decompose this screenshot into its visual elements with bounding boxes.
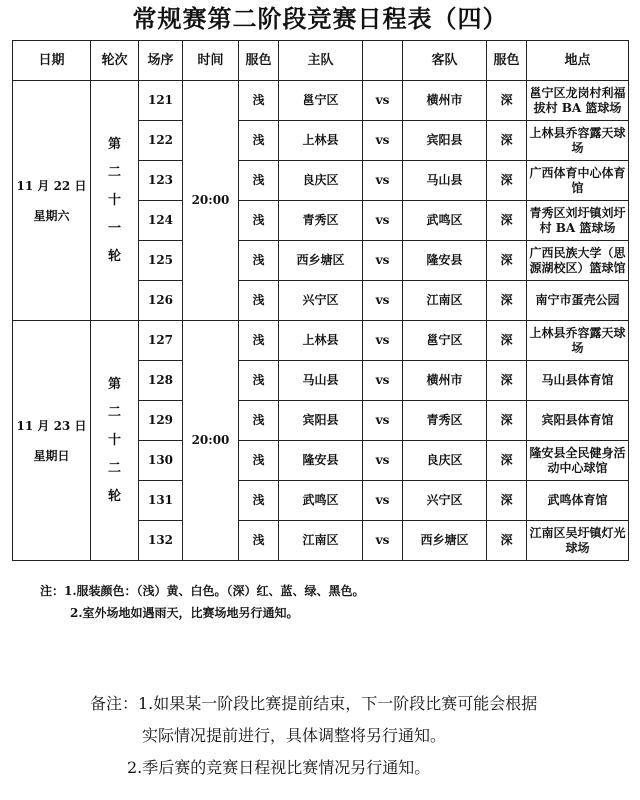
away-team: 邕宁区 <box>403 321 487 361</box>
away-team: 武鸣区 <box>403 201 487 241</box>
vs-label: vs <box>363 241 403 281</box>
venue: 南宁市蛋壳公园 <box>527 281 629 321</box>
date-text: 11 月 22 日 <box>16 178 87 193</box>
round-char: 第 <box>107 136 121 152</box>
home-color: 浅 <box>239 281 279 321</box>
remark-line-1: 备注：1.如果某一阶段比赛提前结束，下一阶段比赛可能会根据 <box>90 694 538 713</box>
away-color: 深 <box>487 361 527 401</box>
home-team: 武鸣区 <box>279 481 363 521</box>
vs-label: vs <box>363 281 403 321</box>
date-cell <box>13 81 91 321</box>
away-team: 横州市 <box>403 361 487 401</box>
time-cell: 20:00 <box>183 321 239 561</box>
away-team: 良庆区 <box>403 441 487 481</box>
match-no: 121 <box>139 81 183 121</box>
home-color: 浅 <box>239 81 279 121</box>
round-char: 轮 <box>107 248 121 264</box>
home-team: 青秀区 <box>279 201 363 241</box>
match-no: 126 <box>139 281 183 321</box>
header-home: 主队 <box>279 41 363 81</box>
table-row <box>13 321 629 361</box>
remark-line-2: 实际情况提前进行，具体调整将另行通知。 <box>142 726 447 745</box>
venue: 青秀区刘圩镇刘圩村 BA 篮球场 <box>527 201 629 241</box>
match-no: 130 <box>139 441 183 481</box>
home-color: 浅 <box>239 481 279 521</box>
header-away-color: 服色 <box>487 41 527 81</box>
home-team: 马山县 <box>279 361 363 401</box>
match-no: 129 <box>139 401 183 441</box>
away-team: 横州市 <box>403 81 487 121</box>
away-color: 深 <box>487 441 527 481</box>
round-char: 二 <box>107 164 121 180</box>
away-color: 深 <box>487 241 527 281</box>
venue: 宾阳县体育馆 <box>527 401 629 441</box>
home-team: 上林县 <box>279 321 363 361</box>
away-color: 深 <box>487 401 527 441</box>
vs-label: vs <box>363 161 403 201</box>
header-row <box>13 41 629 81</box>
page-title: 常规赛第二阶段竞赛日程表（四） <box>132 4 508 33</box>
home-color: 浅 <box>239 241 279 281</box>
vs-label: vs <box>363 121 403 161</box>
away-color: 深 <box>487 521 527 561</box>
away-team: 马山县 <box>403 161 487 201</box>
match-no: 125 <box>139 241 183 281</box>
venue: 广西民族大学（思源湖校区）篮球馆 <box>527 241 629 281</box>
home-color: 浅 <box>239 121 279 161</box>
venue: 广西体育中心体育馆 <box>527 161 629 201</box>
weekday-text: 星期六 <box>33 208 70 223</box>
match-no: 122 <box>139 121 183 161</box>
home-team: 兴宁区 <box>279 281 363 321</box>
match-no: 131 <box>139 481 183 521</box>
round-char: 十 <box>107 432 121 448</box>
away-color: 深 <box>487 81 527 121</box>
home-color: 浅 <box>239 361 279 401</box>
match-no: 123 <box>139 161 183 201</box>
round-char: 二 <box>107 404 121 420</box>
header-home-color: 服色 <box>239 41 279 81</box>
round-char: 轮 <box>107 488 121 504</box>
away-color: 深 <box>487 121 527 161</box>
venue: 江南区吴圩镇灯光球场 <box>527 521 629 561</box>
away-color: 深 <box>487 481 527 521</box>
away-color: 深 <box>487 281 527 321</box>
away-team: 宾阳县 <box>403 121 487 161</box>
header-date: 日期 <box>13 41 91 81</box>
away-color: 深 <box>487 321 527 361</box>
home-team: 宾阳县 <box>279 401 363 441</box>
round-cell <box>91 321 139 561</box>
notes <box>40 580 365 624</box>
round-char: 十 <box>107 192 121 208</box>
vs-label: vs <box>363 441 403 481</box>
header-vs <box>363 41 403 81</box>
match-no: 127 <box>139 321 183 361</box>
vs-label: vs <box>363 521 403 561</box>
date-text: 11 月 23 日 <box>16 418 87 433</box>
match-no: 124 <box>139 201 183 241</box>
round-char: 第 <box>107 376 121 392</box>
round-char: 一 <box>107 220 121 236</box>
vs-label: vs <box>363 481 403 521</box>
vs-label: vs <box>363 361 403 401</box>
venue: 马山县体育馆 <box>527 361 629 401</box>
home-team: 西乡塘区 <box>279 241 363 281</box>
weekday-text: 星期日 <box>33 448 70 463</box>
away-team: 江南区 <box>403 281 487 321</box>
away-team: 隆安县 <box>403 241 487 281</box>
venue: 上林县乔容露天球场 <box>527 121 629 161</box>
venue: 上林县乔容露天球场 <box>527 321 629 361</box>
home-color: 浅 <box>239 401 279 441</box>
home-team: 隆安县 <box>279 441 363 481</box>
header-round: 轮次 <box>91 41 139 81</box>
home-color: 浅 <box>239 441 279 481</box>
vs-label: vs <box>363 81 403 121</box>
away-team: 西乡塘区 <box>403 521 487 561</box>
away-color: 深 <box>487 201 527 241</box>
remark-line-3: 2.季后赛的竞赛日程视比赛情况另行通知。 <box>127 758 431 777</box>
venue: 隆安县全民健身活动中心球馆 <box>527 441 629 481</box>
match-no: 128 <box>139 361 183 401</box>
remarks <box>90 688 537 784</box>
header-venue: 地点 <box>527 41 629 81</box>
round-cell <box>91 81 139 321</box>
round-char: 二 <box>107 460 121 476</box>
date-cell <box>13 321 91 561</box>
home-color: 浅 <box>239 321 279 361</box>
header-away: 客队 <box>403 41 487 81</box>
home-color: 浅 <box>239 161 279 201</box>
home-team: 良庆区 <box>279 161 363 201</box>
match-no: 132 <box>139 521 183 561</box>
note-line-2: 2.室外场地如遇雨天，比赛场地另行通知。 <box>70 606 299 620</box>
home-color: 浅 <box>239 521 279 561</box>
header-match-no: 场序 <box>139 41 183 81</box>
away-team: 青秀区 <box>403 401 487 441</box>
vs-label: vs <box>363 321 403 361</box>
venue: 武鸣体育馆 <box>527 481 629 521</box>
time-cell: 20:00 <box>183 81 239 321</box>
away-color: 深 <box>487 161 527 201</box>
table-row <box>13 81 629 121</box>
header-time: 时间 <box>183 41 239 81</box>
home-team: 江南区 <box>279 521 363 561</box>
vs-label: vs <box>363 401 403 441</box>
schedule-table <box>12 40 629 561</box>
venue: 邕宁区龙岗村利福拔村 BA 篮球场 <box>527 81 629 121</box>
away-team: 兴宁区 <box>403 481 487 521</box>
vs-label: vs <box>363 201 403 241</box>
home-team: 邕宁区 <box>279 81 363 121</box>
note-line-1: 注：1.服装颜色：（浅）黄、白色。（深）红、蓝、绿、黑色。 <box>40 584 365 598</box>
home-color: 浅 <box>239 201 279 241</box>
home-team: 上林县 <box>279 121 363 161</box>
